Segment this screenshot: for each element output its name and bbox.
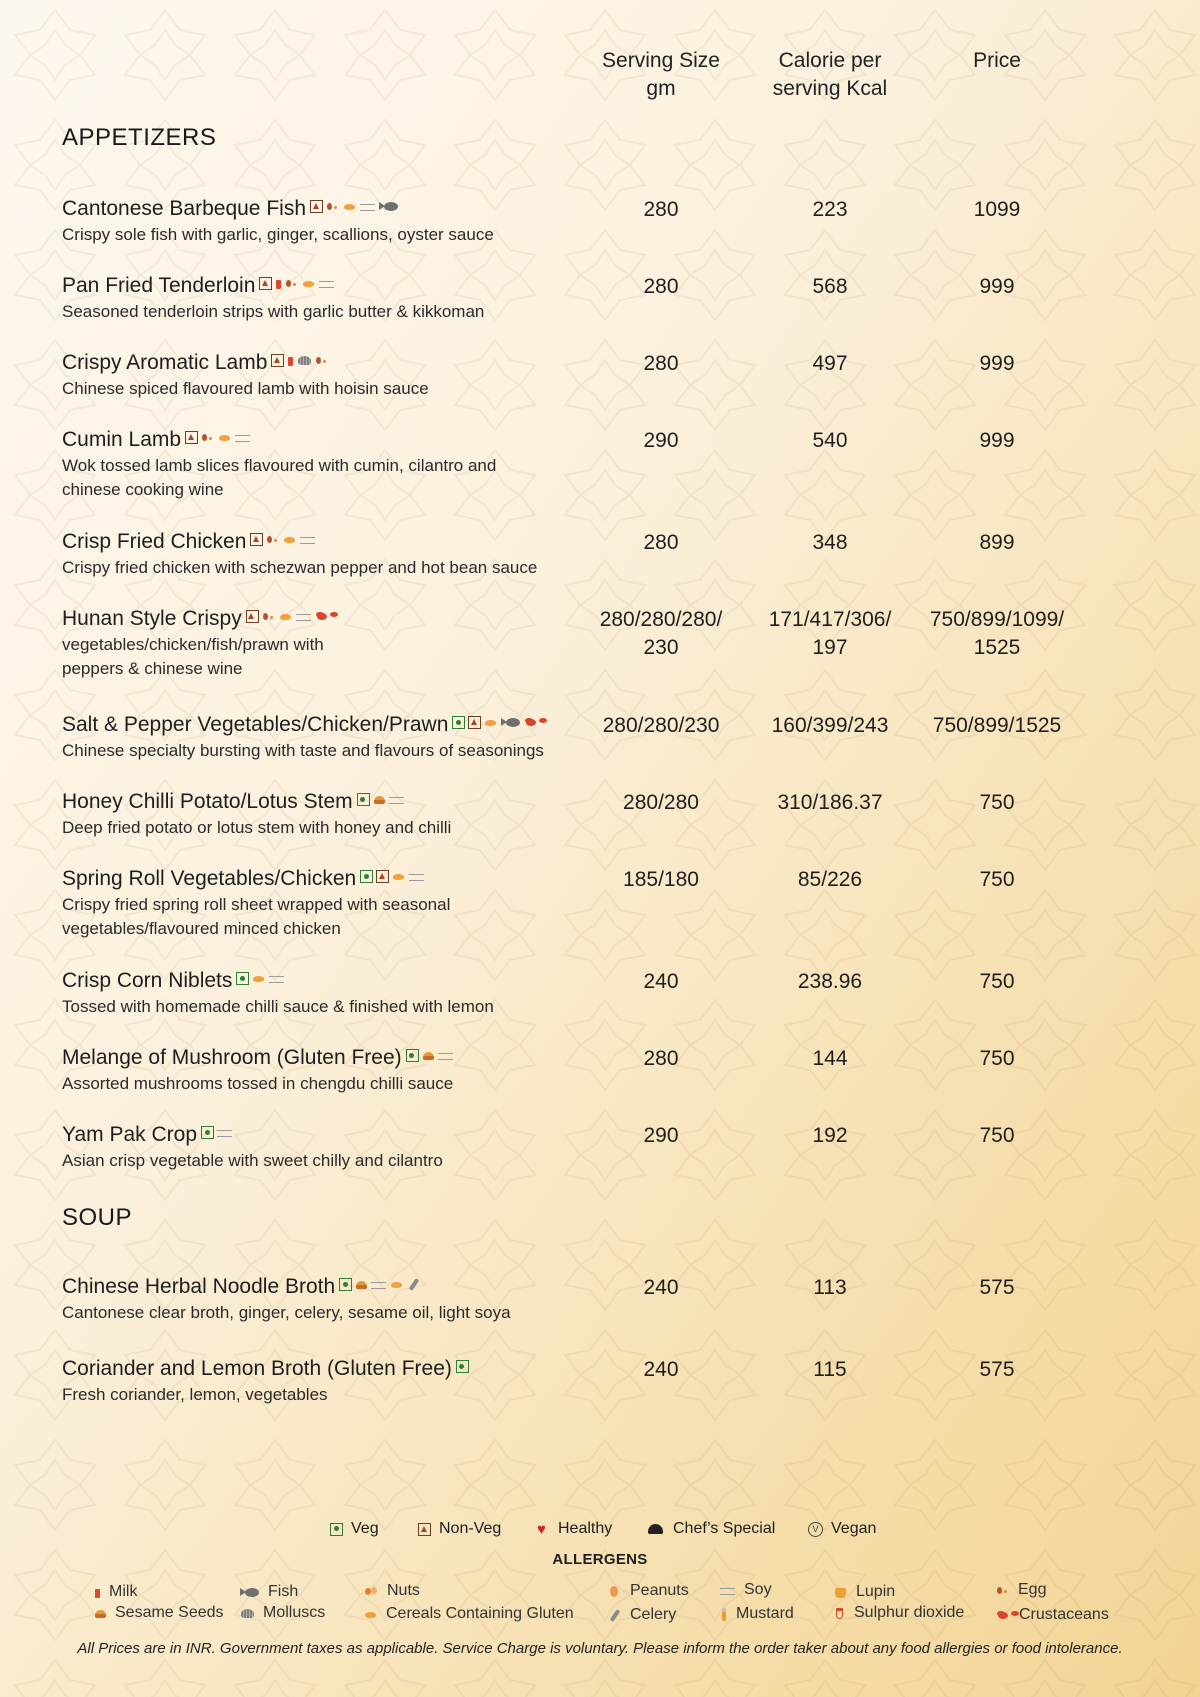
menu-item-calorie [745,1356,915,1384]
allergen-label: Soy [744,1581,772,1598]
menu-item-description [62,556,1162,580]
column-header-price-label: Price [973,49,1021,72]
menu-item-price [912,1045,1082,1073]
menu-item-price [912,196,1082,224]
menu-item-description-line: Chinese spiced flavoured lamb with hoisin sauce [62,379,429,398]
gluten-icon [283,533,297,546]
non-veg-icon [185,431,198,444]
non-veg-icon [418,1523,431,1536]
menu-item-price-line: 750/899/1099/ [929,608,1065,631]
menu-item [62,1356,1162,1407]
allergen-egg [996,1581,1046,1599]
milk-icon [275,277,282,290]
menu-item-serving-line: 280/280 [623,791,699,814]
menu-item-description-line: Cantonese clear broth, ginger, celery, sesame oil, light soya [62,1303,511,1322]
veg-icon [360,870,373,883]
menu-item-price-line: 750/899/1525 [932,714,1062,737]
menu-item [62,196,1162,247]
menu-item-description-line: Wok tossed lamb slices flavoured with cumin, cilantro and [62,456,497,475]
menu-item-description [62,454,1162,502]
allergen-label: Milk [109,1583,138,1600]
menu-item-icons [236,972,285,985]
allergen-label: Sulphur dioxide [854,1604,965,1621]
menu-item-description [62,1072,1162,1096]
menu-item-icons [185,431,251,444]
non-veg-icon [259,277,272,290]
menu-item-icons [357,793,405,806]
menu-item-calorie [745,273,915,301]
menu-item-serving [576,350,746,378]
non-veg-icon [468,716,481,729]
menu-item-serving-line: 280 [643,1047,679,1070]
peanut-icon [608,1585,622,1598]
soy-icon [296,610,312,623]
mustard-icon [720,1608,728,1621]
veg-icon [357,793,370,806]
gluten-icon [218,431,232,444]
allergen-gluten [364,1605,574,1623]
egg-icon [201,431,215,444]
menu-item-serving-line: 280 [643,198,679,221]
celery-icon [608,1609,622,1622]
menu-item-icons [452,716,539,729]
veg-icon [339,1278,352,1291]
menu-item-calorie [745,196,915,224]
menu-item-price [912,1122,1082,1150]
menu-item-serving [576,968,746,996]
menu-item-calorie-line: 540 [812,429,848,452]
veg-icon [330,1523,343,1536]
gluten-icon [390,1278,404,1291]
menu-item-serving-line: 290 [643,1124,679,1147]
legend-label: Veg [351,1520,379,1537]
menu-item-price-line: 750 [979,1047,1015,1070]
lupin-icon [834,1586,848,1599]
menu-item-serving-line: 240 [643,1276,679,1299]
menu-item-price-line: 899 [979,531,1015,554]
menu-item-serving [576,1274,746,1302]
menu-item-name: Melange of Mushroom (Gluten Free) [62,1046,402,1069]
egg-icon [285,277,299,290]
menu-item-serving [576,1122,746,1150]
fish-icon [240,1586,260,1599]
allergen-label: Lupin [856,1583,896,1600]
menu-item-calorie-line: 310/186.37 [777,791,883,814]
menu-item-calorie [745,350,915,378]
menu-item [62,273,1162,324]
allergen-label: Molluscs [263,1604,326,1621]
soy-icon [720,1584,736,1597]
menu-item-name: Cumin Lamb [62,428,182,451]
menu-item-description-line: Fresh coriander, lemon, vegetables [62,1385,328,1404]
menu-item-description-line: Asian crisp vegetable with sweet chilly and cilantro [62,1151,443,1170]
gluten-icon [343,200,357,213]
menu-item-description [62,377,1162,401]
menu-item-price-line: 1525 [973,636,1021,659]
footer-note: All Prices are in INR. Government taxes as applicable. Service Charge is voluntary. Please inform the order taker about any food allergies or food intolerance. [77,1640,1123,1657]
nuts-icon [364,1585,379,1598]
column-header-serving-line2: gm [646,77,676,100]
legend-label: Healthy [558,1520,613,1537]
menu-item-name: Salt & Pepper Vegetables/Chicken/Prawn [62,713,449,736]
sesame-icon [355,1278,368,1291]
crustacean-icon [315,610,330,623]
menu-item-description [62,995,1162,1019]
menu-item-price-line: 1099 [973,198,1021,221]
menu-item-description [62,223,1162,247]
allergen-soy [720,1581,772,1599]
menu-item-price [912,350,1082,378]
menu-item-description [62,893,1162,941]
section-title: SOUP [62,1204,133,1231]
column-header-serving [576,47,746,103]
menu-item-calorie [745,1122,915,1150]
menu-item-description [62,1383,1162,1407]
legend-item-vegan [808,1520,876,1538]
menu-item-price [912,427,1082,455]
gluten-icon [279,610,293,623]
menu-item [62,529,1162,580]
allergen-label: Nuts [387,1582,420,1599]
menu-item-calorie-line: 85/226 [797,868,863,891]
menu-item-name: Honey Chilli Potato/Lotus Stem [62,790,353,813]
allergen-mustard [720,1605,794,1623]
soy-icon [438,1049,454,1062]
veg-icon [236,972,249,985]
menu-item-price [912,1356,1082,1384]
menu-item-serving-line: 290 [643,429,679,452]
crustacean-icon [524,716,539,729]
menu-item-price-line: 750 [979,791,1015,814]
menu-item-price [912,712,1082,740]
non-veg-icon [271,354,284,367]
soy-icon [269,972,285,985]
menu-item-description [62,816,1162,840]
menu-item-name: Yam Pak Crop [62,1123,197,1146]
menu-item-description-line: vegetables/flavoured minced chicken [62,919,341,938]
egg-icon [315,354,329,367]
menu-item-serving [576,866,746,894]
menu-item-calorie [745,1045,915,1073]
menu-item-name: Hunan Style Crispy [62,607,242,630]
egg-icon [996,1584,1010,1597]
menu-item-description-line: peppers & chinese wine [62,659,243,678]
menu-item-icons [259,277,335,290]
column-header-calorie-line2: serving Kcal [772,77,888,100]
gluten-icon [484,716,498,729]
menu-item-calorie [745,606,915,662]
non-veg-icon [310,200,323,213]
non-veg-icon [376,870,389,883]
menu-item-serving-line: 185/180 [623,868,699,891]
menu-item-calorie [745,968,915,996]
menu-item-price-line: 750 [979,970,1015,993]
menu-item-name: Coriander and Lemon Broth (Gluten Free) [62,1357,452,1380]
menu-item-name: Pan Fried Tenderloin [62,274,256,297]
legend-label: Non-Veg [439,1520,502,1537]
menu-item-description-line: Crispy fried chicken with schezwan pepper and hot bean sauce [62,558,538,577]
menu-item-name: Crispy Aromatic Lamb [62,351,268,374]
menu-item-icons [456,1360,469,1373]
legend-item-nonveg [418,1520,501,1538]
menu-item-icons [360,870,425,883]
menu-item-calorie [745,1274,915,1302]
menu-item-name: Spring Roll Vegetables/Chicken [62,867,357,890]
allergen-celery [608,1606,676,1624]
soy-icon [389,793,405,806]
menu-item-calorie-line: 115 [813,1358,847,1381]
menu-item-name: Chinese Herbal Noodle Broth [62,1275,336,1298]
menu-item-description [62,1149,1162,1173]
menu-item [62,1122,1162,1173]
legend-label: Vegan [831,1520,877,1537]
menu-item-icons [339,1278,421,1291]
menu-item-name: Cantonese Barbeque Fish [62,197,306,220]
menu-item-description-line: Chinese specialty bursting with taste and flavours of seasonings [62,741,544,760]
menu-item-serving [576,273,746,301]
non-veg-icon [246,610,259,623]
veg-icon [406,1049,419,1062]
menu-item-price [912,606,1082,662]
veg-icon [456,1360,469,1373]
menu-item-serving-line: 240 [643,1358,679,1381]
menu-item-calorie [745,529,915,557]
menu-item-price-line: 999 [979,429,1015,452]
menu-item-description-line: Deep fried potato or lotus stem with honey and chilli [62,818,452,837]
menu-item-serving [576,1045,746,1073]
menu-item-description-line: vegetables/chicken/fish/prawn with [62,635,324,654]
menu-item-serving-line: 280/280/280/ [599,608,723,631]
allergen-fish [240,1583,298,1601]
milk-icon [287,354,294,367]
menu-item-price-line: 575 [979,1358,1015,1381]
mollusc-icon [240,1607,255,1620]
menu-item-name: Crisp Fried Chicken [62,530,247,553]
menu-item-price [912,1274,1082,1302]
menu-item-calorie-line: 171/417/306/ [768,608,892,631]
section-title: APPETIZERS [62,124,217,151]
menu-item-serving-line: 280 [643,352,679,375]
menu-item-price [912,866,1082,894]
menu-item-calorie [745,789,915,817]
menu-item-calorie [745,427,915,455]
menu-item-serving-line: 230 [643,636,679,659]
gluten-icon [302,277,316,290]
legend-label: Chef’s Special [673,1520,776,1537]
menu-item [62,427,1162,502]
menu-item-price [912,789,1082,817]
menu-item-icons [250,533,316,546]
non-veg-icon [250,533,263,546]
fish-icon [379,200,399,213]
soy-icon [319,277,335,290]
menu-item-description-line: Tossed with homemade chilli sauce & finished with lemon [62,997,494,1016]
menu-item-description-line: Crispy fried spring roll sheet wrapped with seasonal [62,895,451,914]
menu-item-serving [576,529,746,557]
menu-item-name: Crisp Corn Niblets [62,969,233,992]
menu-item-serving-line: 240 [643,970,679,993]
soy-icon [409,870,425,883]
menu-item-description [62,300,1162,324]
menu-item-serving [576,427,746,455]
allergen-label: Crustaceans [1019,1606,1109,1623]
sesame-icon [422,1049,435,1062]
chef-hat-icon [647,1523,665,1536]
allergen-label: Peanuts [630,1582,689,1599]
menu-item-icons [310,200,399,213]
menu-item-description-line: chinese cooking wine [62,480,224,499]
mollusc-icon [297,354,312,367]
menu-item-price-line: 999 [979,352,1015,375]
menu-item-icons [406,1049,454,1062]
sulphur-dioxide-icon [834,1607,846,1620]
fish-icon [501,716,521,729]
allergen-sulphur [834,1604,964,1622]
menu-item-calorie-line: 568 [812,275,848,298]
soy-icon [371,1278,387,1291]
menu-item-price [912,273,1082,301]
menu-item-price [912,968,1082,996]
allergens-title: ALLERGENS [552,1551,648,1568]
allergen-label: Egg [1018,1581,1047,1598]
allergen-label: Mustard [736,1605,794,1622]
egg-icon [266,533,280,546]
menu-item-serving [576,789,746,817]
menu-item-calorie-line: 223 [812,198,848,221]
allergen-milk [94,1583,137,1601]
menu-item [62,866,1162,941]
menu-item [62,712,1162,763]
menu-item [62,789,1162,840]
allergen-nuts [364,1582,420,1600]
menu-item-calorie-line: 144 [812,1047,848,1070]
allergen-label: Cereals Containing Gluten [386,1605,574,1622]
menu-item-description [62,739,1162,763]
column-header-price [912,47,1082,75]
menu-item [62,606,1162,681]
menu-item-serving [576,712,746,740]
menu-item-icons [201,1126,233,1139]
soy-icon [300,533,316,546]
egg-icon [262,610,276,623]
egg-icon [326,200,340,213]
allergen-label: Celery [630,1606,677,1623]
menu-item-calorie-line: 497 [812,352,848,375]
menu-item-icons [271,354,329,367]
menu-item-serving [576,606,746,662]
allergen-label: Sesame Seeds [115,1604,224,1621]
legend-item-chef [647,1520,775,1538]
legend-item-veg [330,1520,379,1538]
menu-item-description-line: Assorted mushrooms tossed in chengdu chilli sauce [62,1074,454,1093]
menu-item-calorie-line: 113 [813,1276,847,1299]
crustacean-icon [996,1609,1011,1622]
allergen-crust [996,1606,1109,1624]
menu-item-calorie [745,866,915,894]
menu-item-price-line: 999 [979,275,1015,298]
allergen-sesame [94,1604,224,1622]
menu-item-description-line: Crispy sole fish with garlic, ginger, scallions, oyster sauce [62,225,494,244]
soy-icon [360,200,376,213]
menu-item [62,968,1162,1019]
sesame-icon [94,1607,107,1620]
menu-item-calorie-line: 192 [812,1124,848,1147]
vegan-icon: V [808,1522,823,1537]
column-header-calorie-line1: Calorie per [778,49,882,72]
column-header-calorie [745,47,915,103]
menu-item-price-line: 575 [979,1276,1015,1299]
allergen-label: Fish [268,1583,299,1600]
menu-item-calorie-line: 197 [812,636,848,659]
soy-icon [235,431,251,444]
menu-item-serving [576,1356,746,1384]
veg-icon [201,1126,214,1139]
menu-item-serving-line: 280 [643,275,679,298]
veg-icon [452,716,465,729]
gluten-icon [392,870,406,883]
menu-item-calorie [745,712,915,740]
menu-item-description [62,1301,1162,1325]
soy-icon [217,1126,233,1139]
menu-item-price [912,529,1082,557]
celery-icon [407,1278,421,1291]
menu-item-price-line: 750 [979,1124,1015,1147]
menu-item-calorie-line: 238.96 [797,970,863,993]
menu-item-calorie-line: 160/399/243 [771,714,889,737]
allergen-mollusc [240,1604,325,1622]
gluten-icon [364,1608,378,1621]
menu-item [62,1045,1162,1096]
allergen-lupin [834,1583,895,1601]
menu-item-icons [246,610,330,623]
sesame-icon [373,793,386,806]
menu-item-serving-line: 280 [643,531,679,554]
heart-icon: ♥ [537,1520,546,1538]
menu-item-serving [576,196,746,224]
menu-item [62,350,1162,401]
menu-item [62,1274,1162,1325]
milk-icon [94,1586,101,1599]
menu-item-description-line: Seasoned tenderloin strips with garlic butter & kikkoman [62,302,485,321]
menu-item-serving-line: 280/280/230 [602,714,720,737]
gluten-icon [252,972,266,985]
legend-item-healthy [537,1520,612,1538]
allergen-peanuts [608,1582,689,1600]
menu-item-price-line: 750 [979,868,1015,891]
column-header-serving-line1: Serving Size [602,49,720,72]
menu-item-calorie-line: 348 [812,531,848,554]
